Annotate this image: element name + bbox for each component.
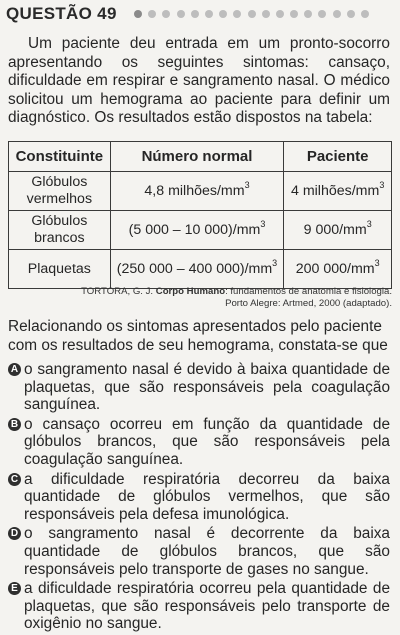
table-row: [9, 172, 392, 211]
dot-icon: [361, 10, 369, 18]
dot-icon: [148, 10, 156, 18]
normal-value-cell: (5 000 – 10 $000)/mm^3$: [110, 211, 284, 250]
patient-value-cell: 9 $000/mm^3$: [284, 211, 392, 250]
option-a[interactable]: [8, 361, 390, 414]
option-letter-e: E: [8, 582, 21, 595]
table-row: [9, 211, 392, 250]
option-b[interactable]: [8, 416, 390, 469]
decorative-dots: [134, 10, 369, 18]
dot-icon: [333, 10, 341, 18]
option-text: o sangramento nasal é devido à baixa quantidade de plaquetas, que são responsáveis pela coagulação sanguínea.: [24, 361, 390, 414]
question-prompt: Relacionando os sintomas apresentados pelo paciente com os resultados de seu hemograma, constata-se que: [8, 318, 388, 354]
constituent-cell: Plaquetas: [9, 250, 111, 289]
blood-count-table: [8, 141, 392, 289]
question-header: [6, 4, 394, 26]
option-text: a dificuldade respiratória decorreu da baixa quantidade de glóbulos vermelhos, que são responsáveis pela defesa imunológica.: [24, 470, 390, 523]
table-header-row: [9, 142, 392, 172]
answer-options: [8, 361, 390, 635]
dot-icon: [134, 10, 142, 18]
option-d[interactable]: [8, 525, 390, 578]
dot-icon: [162, 10, 170, 18]
option-letter-a: A: [8, 363, 21, 376]
dot-icon: [205, 10, 213, 18]
column-header: Constituinte: [9, 142, 111, 172]
dot-icon: [191, 10, 199, 18]
dot-icon: [347, 10, 355, 18]
dot-icon: [233, 10, 241, 18]
column-header: Número normal: [110, 142, 284, 172]
dot-icon: [318, 10, 326, 18]
constituent-cell: Glóbulos brancos: [9, 211, 111, 250]
option-text: o cansaço ocorreu em função da quantidade de glóbulos brancos, que são responsáveis pela coagulação sanguínea.: [24, 415, 390, 468]
option-text: o sangramento nasal é decorrente da baixa quantidade de glóbulos brancos, que são responsáveis pelo transporte de gases no sangue.: [24, 525, 390, 578]
option-letter-b: B: [8, 418, 21, 431]
dot-icon: [290, 10, 298, 18]
dot-icon: [219, 10, 227, 18]
patient-value-cell: 200 $000/mm^3$: [284, 250, 392, 289]
dot-icon: [248, 10, 256, 18]
table-row: [9, 250, 392, 289]
dot-icon: [262, 10, 270, 18]
question-number: QUESTÃO 49: [6, 4, 117, 23]
option-letter-d: D: [8, 527, 21, 540]
dot-icon: [304, 10, 312, 18]
option-c[interactable]: [8, 471, 390, 524]
dot-icon: [276, 10, 284, 18]
patient-value-cell: 4 milhões/$mm^3$: [284, 172, 392, 211]
column-header: Paciente: [284, 142, 392, 172]
dot-icon: [177, 10, 185, 18]
constituent-cell: Glóbulos vermelhos: [9, 172, 111, 211]
question-stem: Um paciente deu entrada em um pronto-socorro apresentando os seguintes sintomas: cansaço, dificuldade em respirar e sangramento nasal. O médico solicitou um hemograma ao paciente para definir um diagnóstico. Os resultados estão dispostos na tabela:: [8, 35, 390, 126]
option-letter-c: C: [8, 473, 21, 486]
normal-value-cell: (250 000 – 400 $000)/mm^3$: [110, 250, 284, 289]
normal-value-cell: 4,8 milhões/$mm^3$: [110, 172, 284, 211]
source-citation: TORTORA, G. J. Corpo Humano: fundamentos de anatomia e fisiologia. Porto Alegre: Artmed, 2000 (adaptado).: [81, 286, 392, 309]
option-text: a dificuldade respiratória ocorreu pela quantidade de plaquetas, que são responsáveis pelo transporte de oxigênio no sangue.: [24, 580, 390, 633]
